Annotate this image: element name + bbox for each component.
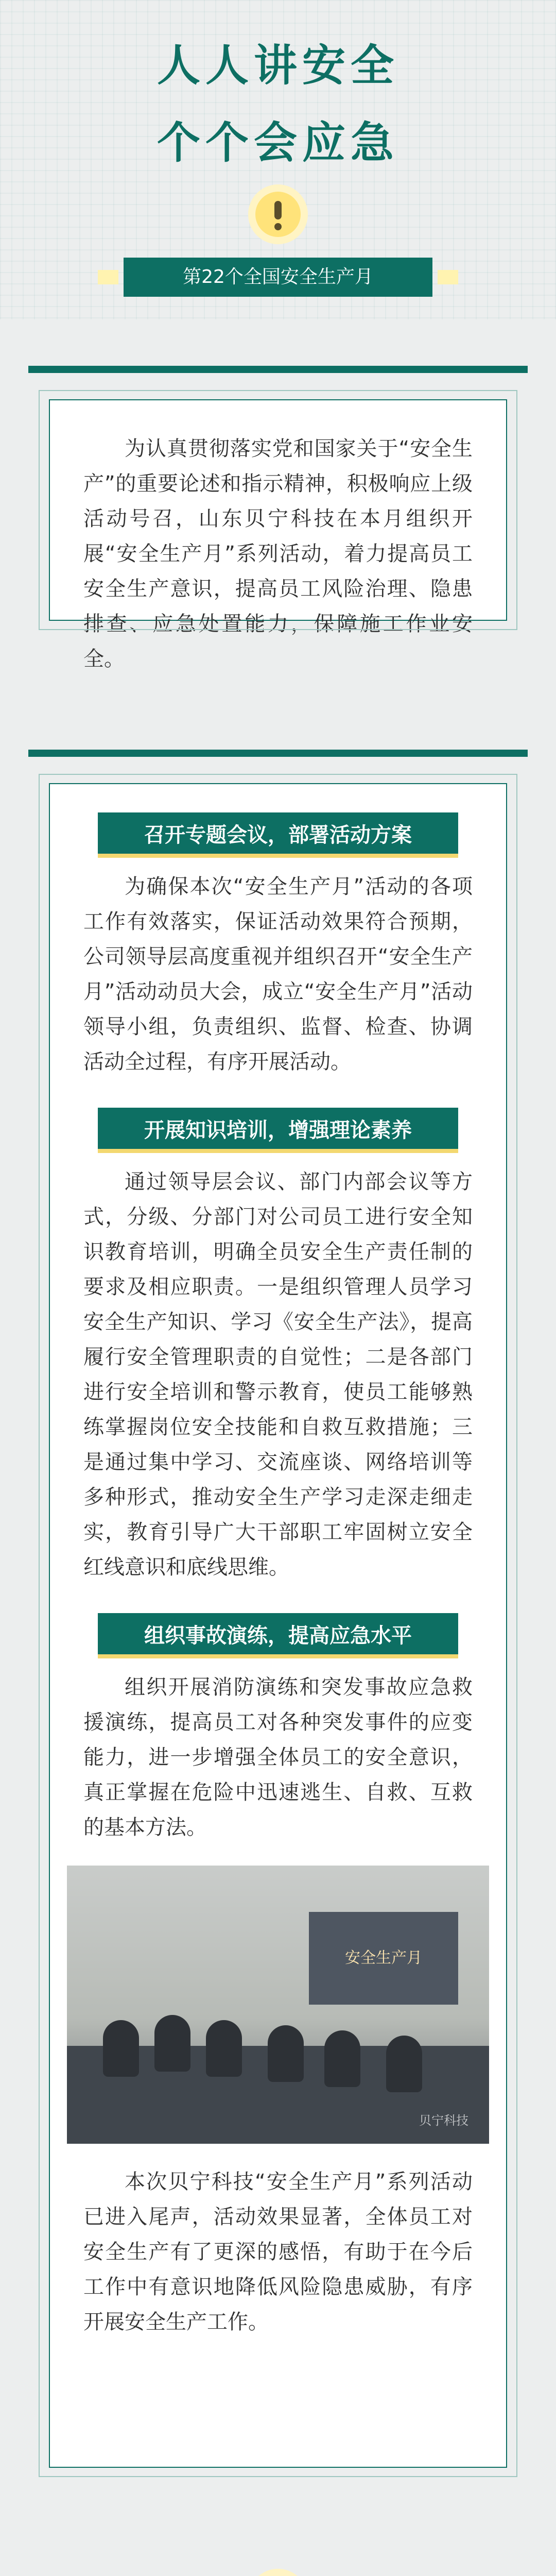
- closing-text: 本次贝宁科技“安全生产月”系列活动已进入尾声，活动效果显著，全体员工对安全生产有了更深的感悟，有助于在今后工作中有意识地降低风险隐患威胁，有序开展安全生产工作。: [83, 2170, 473, 2334]
- attendee: [103, 2020, 139, 2077]
- attendee: [154, 2015, 190, 2072]
- intro-text: 为认真贯彻落实党和国家关于“安全生产”的重要论述和指示精神，积极响应上级活动号召，山东贝宁科技在本月组织开展“安全生产月”系列活动，着力提高员工安全生产意识，提高员工风险治理、隐患排查、应急处置能力，保障施工作业安全。: [83, 437, 473, 671]
- section-text-drill: 组织开展消防演练和突发事故应急救援演练，提高员工对各种突发事件的应变能力，进一步增强全体员工的安全意识，真正掌握在危险中迅速逃生、自救、互救的基本方法。: [83, 1675, 473, 1839]
- attendee: [386, 2036, 422, 2092]
- divider-bar: [28, 750, 528, 757]
- divider-bar: [28, 366, 528, 373]
- attendee: [206, 2020, 242, 2077]
- event-banner: 第22个全国安全生产月: [124, 258, 432, 297]
- section-heading-meeting: 召开专题会议，部署活动方案: [98, 812, 458, 858]
- projector-screen: 安全生产月: [309, 1912, 458, 2005]
- header: [0, 0, 556, 319]
- section-text-meeting: 为确保本次“安全生产月”活动的各项工作有效落实，保证活动效果符合预期，公司领导层高度重视并组织召开“安全生产月”活动动员大会，成立“安全生产月”活动领导小组，负责组织、监督、检查、协调活动全过程，有序开展活动。: [83, 875, 473, 1074]
- section-heading-training: 开展知识培训，增强理论素养: [98, 1108, 458, 1153]
- intro-card: [49, 399, 507, 671]
- exclamation-icon: [255, 192, 301, 237]
- section-text-training: 通过领导层会议、部门内部会议等方式，分级、分部门对公司员工进行安全知识教育培训，明确全员安全生产责任制的要求及相应职责。一是组织管理人员学习安全生产知识、学习《安全生产法》，提高履行安全管理职责的自觉性；二是各部门进行安全培训和警示教育，使员工能够熟练掌握岗位安全技能和自救互救措施；三是通过集中学习、交流座谈、网络培训等多种形式，推动安全生产学习走深走细走实，教育引导广大干部职工牢固树立安全红线意识和底线思维。: [83, 1170, 473, 1579]
- section-heading-drill: 组织事故演练，提高应急水平: [98, 1613, 458, 1658]
- photo-watermark: 贝宁科技: [419, 2113, 468, 2128]
- attendee: [324, 2030, 360, 2087]
- page-subtitle: 个个会应急: [157, 117, 399, 168]
- training-photo: [67, 1866, 489, 2144]
- activities-card: [49, 783, 507, 2468]
- attendee: [268, 2025, 304, 2082]
- page-title: 人人讲安全: [157, 40, 399, 91]
